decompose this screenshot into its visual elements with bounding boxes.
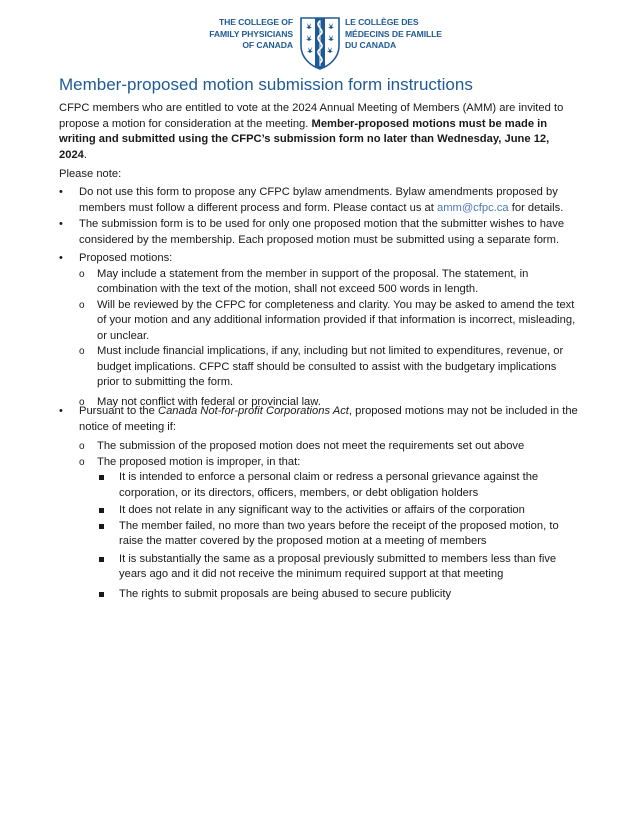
bullet-marker: • xyxy=(59,186,63,198)
list-item: o May not conflict with federal or provincial law. xyxy=(79,395,321,408)
not-included-sublist xyxy=(79,439,579,602)
list-item: • Do not use this form to propose any CFPC bylaw amendments. Bylaw amendments proposed by members must follow a different process and form. Please contact us at amm@cfpc.ca for details. xyxy=(59,186,564,214)
act-name: Canada Not-for-profit Corporations Act xyxy=(158,405,349,417)
note-label: Please note: xyxy=(59,168,122,180)
list-item: The member failed, no more than two years before the receipt of the proposed motion, to raise the matter covered by the proposed motion at a meeting of members xyxy=(97,519,579,550)
list-item: o May include a statement from the member in support of the proposal. The statement, in combination with the text of the motion, shall not exceed 500 words in length. xyxy=(79,267,529,295)
intro-deadline: Member-proposed motions must be made in writing and submitted using the CFPC’s submission form no later than Wednesday, June 12, 2024 xyxy=(59,117,550,161)
bullet-marker: • xyxy=(59,252,63,264)
list-item: o Will be reviewed by the CFPC for completeness and clarity. You may be asked to amend the text of your motion and any additional information provided if that information is incorrect, misleading, or unclear. xyxy=(79,298,576,342)
list-item-proposed-motions: • Proposed motions: o May include a statement from the member in support of the proposal. The statement, in combination with the text of the motion, shall not exceed 500 words in length. o Will be reviewed by the CFPC for completeness and clarity. You may be asked to amend the text of your motion and any additional information provided if that information is incorrect, misleading, or unclear. o Must include financial implications, if any, including but not limited to expenditures, revenue, or budget implications. CFPC staff should be consulted to assist with the budgetary implications prior to submitting the form. o May not conflict with federal or provincial law. xyxy=(59,251,579,410)
intro-paragraph: CFPC members who are entitled to vote at the 2024 Annual Meeting of Members (AMM) are invited to propose a motion for consideration at the meeting. Member-proposed motions must be made in writing and submitted using the CFPC’s submission form no later than Wednesday, June 12, 2024. xyxy=(59,102,564,161)
list-item: o Must include financial implications, if any, including but not limited to expenditures, revenue, or budget implications. CFPC staff should be consulted to assist with the budgetary implications prior to submitting the form. xyxy=(79,345,564,388)
list-item: • The submission form is to be used for only one proposed motion that the submitter wishes to have considered by the membership. Each proposed motion must be submitted using a separate form. xyxy=(59,218,565,246)
list-item: It does not relate in any significant way to the activities or affairs of the corporation xyxy=(97,503,579,519)
page-title: Member-proposed motion submission form instructions xyxy=(59,75,473,94)
list-item: o The proposed motion is improper, in that: It is intended to enforce a personal claim or redress a personal grievance against the corporation, or its directors, officers, members, or debt obligation holders It does not relate in any significant way to the activities or affairs of the corporation The member failed, no more than two years before the receipt of the proposed motion, to raise the matter covered by the proposed motion at a meeting of members It is substantially the same as a proposal previously submitted to members less than five years ago and it did not receive the minimum required support at that meeting The rights to submit proposals are being abused to secure publicity xyxy=(79,455,579,603)
list-item: o The submission of the proposed motion does not meet the requirements set out above xyxy=(79,440,525,452)
list-item: It is substantially the same as a proposal previously submitted to members less than five years ago and it did not receive the minimum required support at that meeting xyxy=(97,552,579,583)
logo-french-name: LE COLLÈGE DES MÉDECINS DE FAMILLE DU CANADA xyxy=(345,17,442,51)
proposed-motions-sublist xyxy=(79,267,579,411)
bullet-marker: • xyxy=(59,218,63,230)
logo-english-name: THE COLLEGE OF FAMILY PHYSICIANS OF CANADA xyxy=(209,17,293,51)
list-item-not-included: • Pursuant to the Canada Not-for-profit Corporations Act, proposed motions may not be included in the notice of meeting if: o The submission of the proposed motion does not meet the requirements set out above o The proposed motion is improper, in that: It is intended to enforce a personal claim or redress a personal grievance against the corporation, or its directors, officers, members, or debt obligation holders It does not relate in any significant way to the activities or affairs of the corporation The member failed, no more than two years before the receipt of the proposed motion, to raise the matter covered by the proposed motion at a meeting of members It is substantially the same as a proposal previously submitted to members less than five years ago and it did not receive the minimum required support at that meeting The rights to submit proposals are being abused to secure publicity xyxy=(59,404,579,602)
cfpc-logo xyxy=(0,16,640,72)
list-item: It is intended to enforce a personal claim or redress a personal grievance against the corporation, or its directors, officers, members, or debt obligation holders xyxy=(97,470,579,501)
bullet-marker: • xyxy=(59,405,63,417)
caduceus-shield-icon xyxy=(299,16,341,70)
email-link[interactable]: amm@cfpc.ca xyxy=(436,201,509,214)
improper-reasons-sublist xyxy=(97,470,579,602)
list-item: The rights to submit proposals are being abused to secure publicity xyxy=(97,587,579,603)
